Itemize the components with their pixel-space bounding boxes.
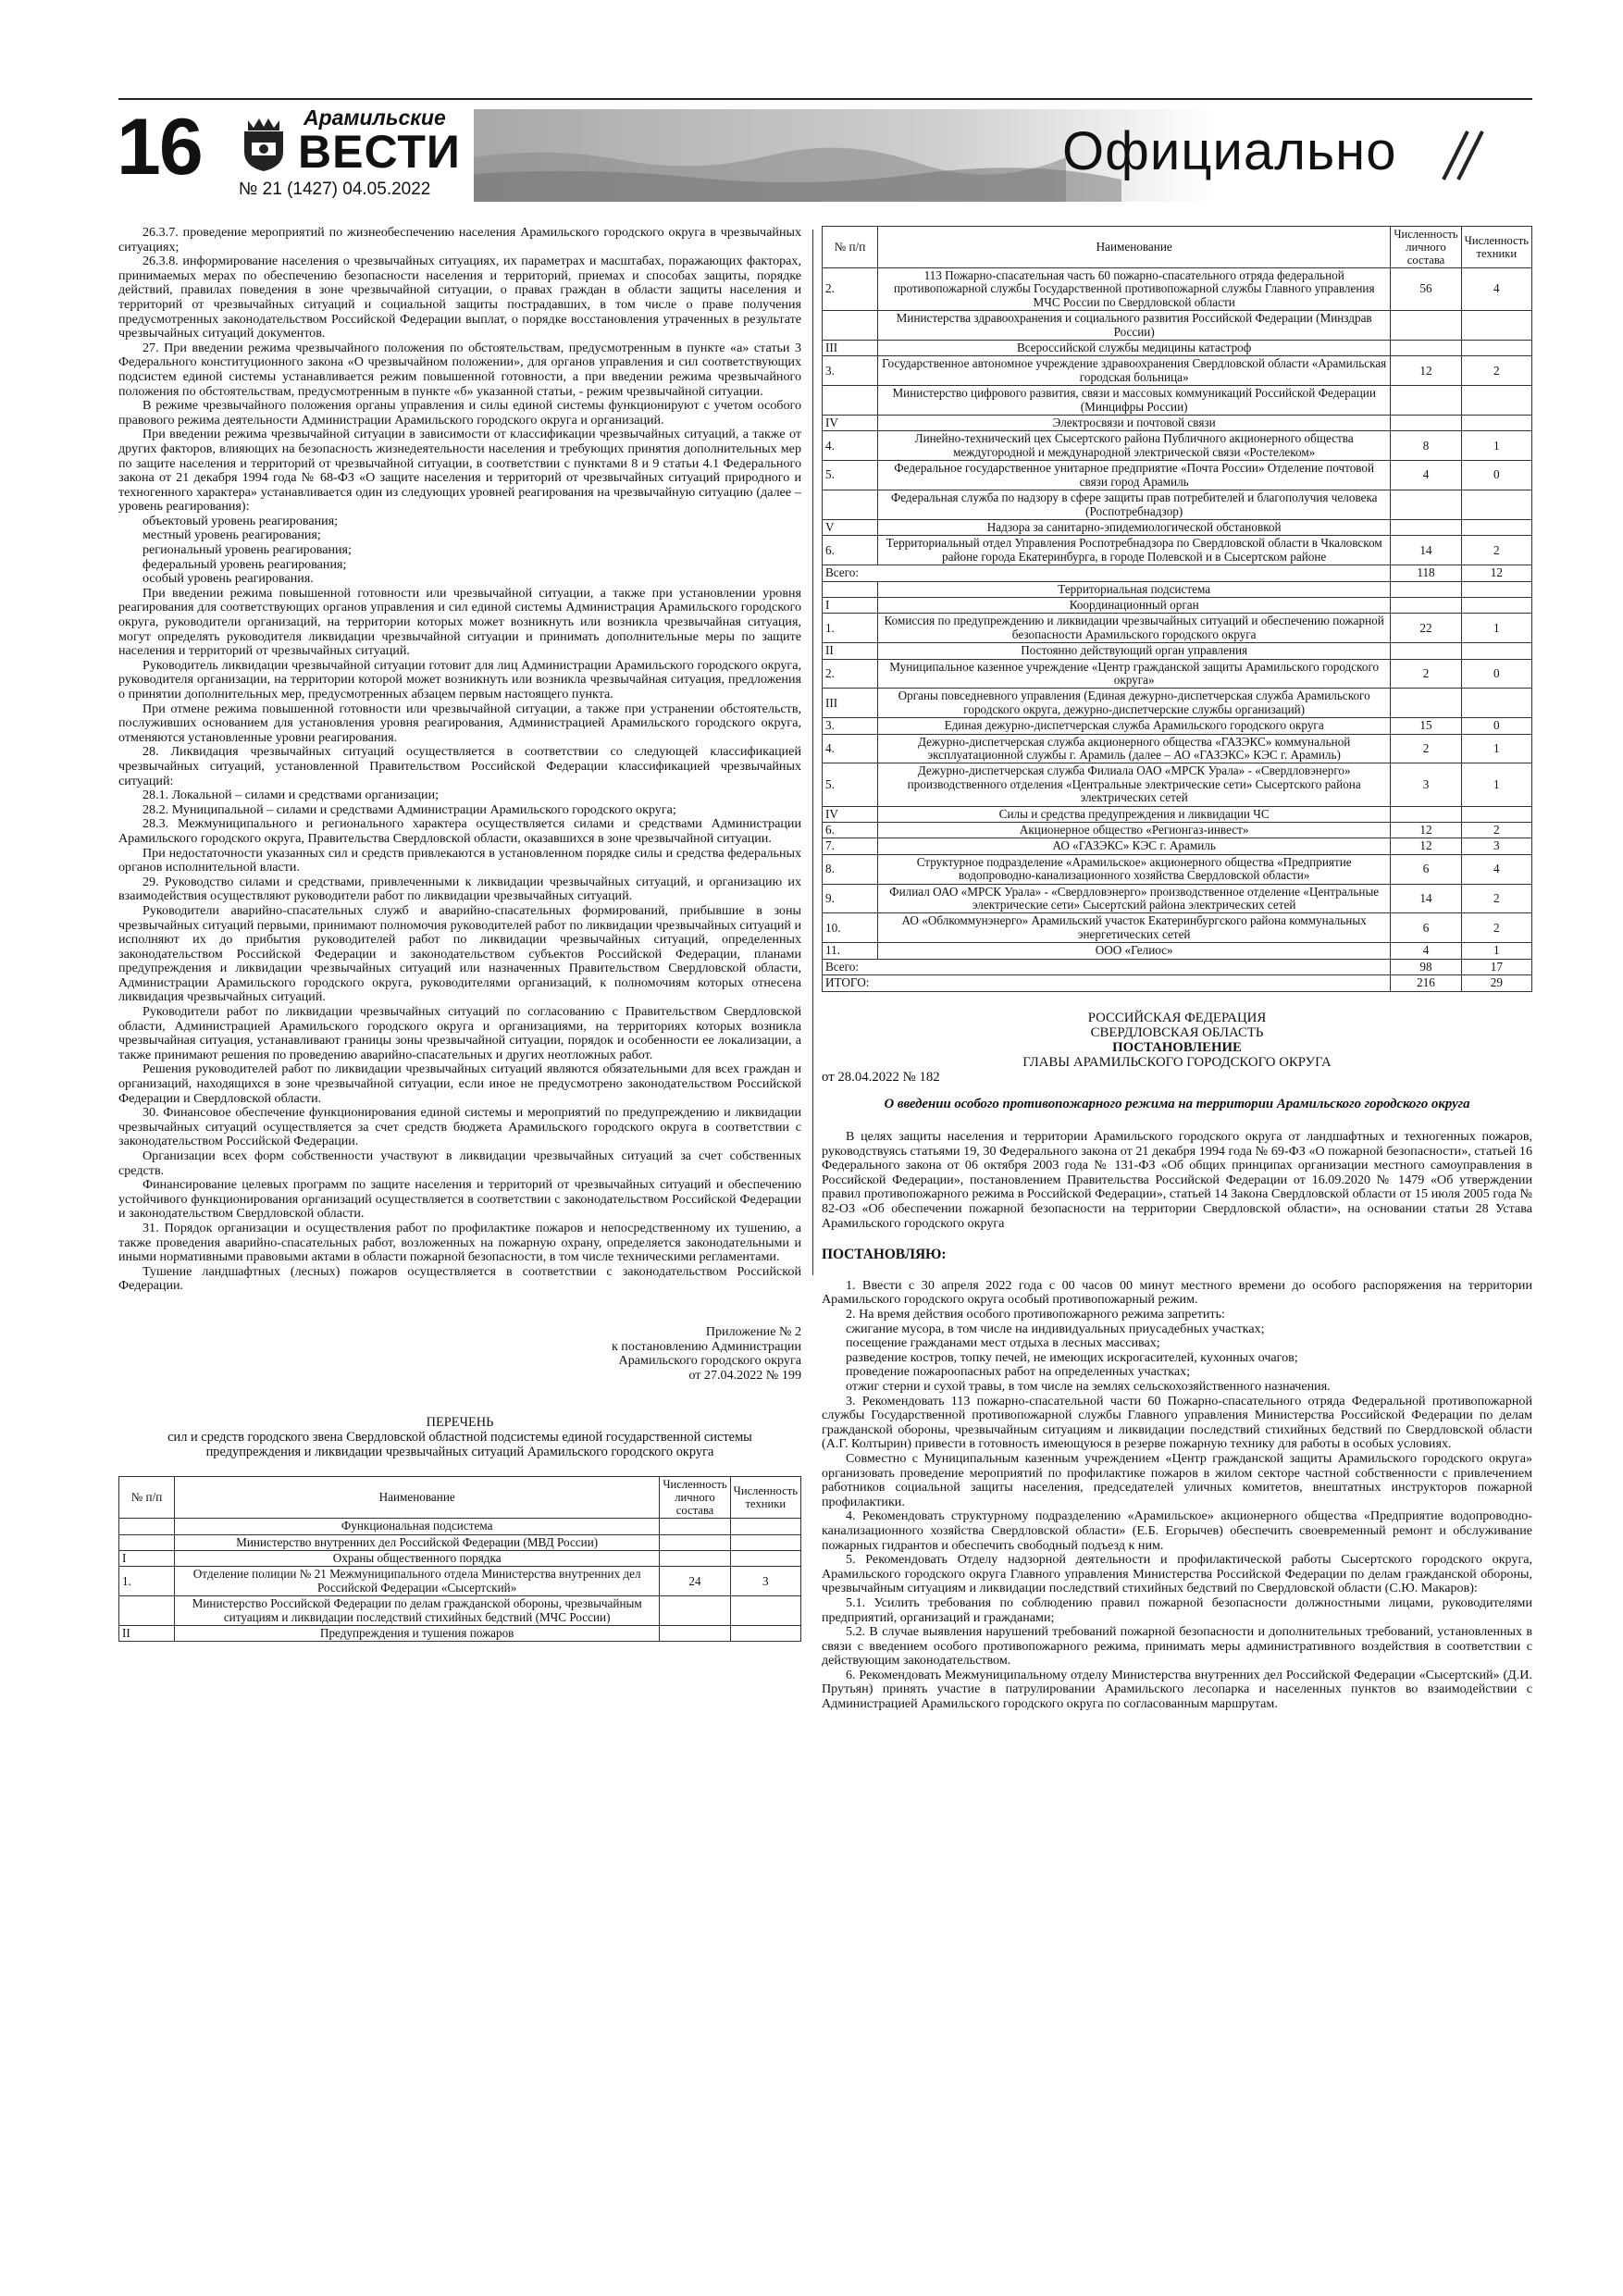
cell-staff: 6 (1391, 854, 1461, 884)
table-row (823, 519, 1532, 535)
cell-staff: 24 (660, 1567, 730, 1596)
newspaper-logo (239, 105, 459, 183)
cell-category: Постоянно действующий орган управления (878, 643, 1391, 659)
decree-items (822, 1279, 1532, 1712)
table-row (823, 659, 1532, 689)
cell-name: Единая дежурно-диспетчерская служба Арамильского городского округа (878, 718, 1391, 734)
paragraph: В режиме чрезвычайного положения органы управления и силы единой системы функционируют с учетом особого правового режима деятельности Администрации Арамильского городского округа и организаций. (118, 398, 801, 428)
cell-tech: 2 (1461, 913, 1531, 943)
table-row (823, 386, 1532, 416)
coat-of-arms-icon (239, 115, 289, 172)
cell-name: Филиал ОАО «МРСК Урала» - «Свердловэнерго» производственное отделение «Центральные электрические сети» Сысертский района электрических сетей (878, 884, 1391, 913)
table-row (823, 341, 1532, 356)
col-header-name: Наименование (878, 227, 1391, 268)
decree-block (822, 1011, 1532, 1712)
cell-name: Структурное подразделение «Арамильское» акционерного общества «Предприятие водопроводно-канализационного хозяйства Свердловской области» (878, 854, 1391, 884)
table-row (823, 416, 1532, 431)
paragraph: 28.2. Муниципальной – силами и средствами Администрации Арамильского городского округа; (142, 801, 676, 817)
decree-item: разведение костров, топку печей, не имеющих искрогасителей, кухонных очагов; (846, 1349, 1298, 1365)
cell-category: Электросвязи и почтовой связи (878, 416, 1391, 431)
column-divider (812, 230, 813, 1275)
paragraph: объектовый уровень реагирования; (142, 513, 339, 528)
cell-name: Государственное автономное учреждение здравоохранения Свердловской области «Арамильская городская больница» (878, 356, 1391, 386)
cell-num: I (823, 597, 878, 613)
cell-empty (1461, 806, 1531, 822)
cell-group: Федеральная служба по надзору в сфере защиты прав потребителей и благополучия человека (Роспотребнадзор) (878, 490, 1391, 520)
col-header-tech: Численность техники (1461, 227, 1531, 268)
table-row (823, 854, 1532, 884)
cell-num: 7. (823, 838, 878, 854)
cell-empty (1391, 643, 1461, 659)
paragraph: 28. Ликвидация чрезвычайных ситуаций осуществляется в соответствии со следующей классификацией чрезвычайных ситуаций, установленной Правительством Российской Федерации классификацией чрезвычайных ситуаций: (118, 744, 801, 788)
paragraph: Руководитель ликвидации чрезвычайной ситуации готовит для лиц Администрации Арамильского городского округа, руководителя организации, на территории которой может возникнуть или возникла чрезвычайная ситуация, предложения о принятии дополнительных мер, предусмотренных абзацем первым настоящего пункта. (118, 657, 801, 701)
cell-name: Комиссия по предупреждению и ликвидации чрезвычайных ситуаций и обеспечению пожарной безопасности Арамильского городского округа (878, 614, 1391, 643)
cell-name: Линейно-технический цех Сысертского района Публичного акционерного общества междугородной и международной электрической связи «Ростелеком» (878, 431, 1391, 461)
cell-tech: 2 (1461, 536, 1531, 565)
paragraph: При введении режима повышенной готовности или чрезвычайной ситуации, а также при установлении уровня реагирования для соответствующих органов управления и сил единой системы Администрация Арамильского городского округа, руководители организаций, на территории которых может возникнуть или возникла чрезвычайная ситуация, могут определять руководителя ликвидации чрезвычайной ситуации и принимать дополнительные меры по защите населения и территорий от чрезвычайных ситуаций. (118, 585, 801, 659)
cell-name: Территориальный отдел Управления Роспотребнадзора по Свердловской области в Чкаловском районе города Екатеринбурга, в городе Полевской и в Сысертском районе (878, 536, 1391, 565)
cell-name: Акционерное общество «Регионгаз-инвест» (878, 823, 1391, 838)
cell-tech: 1 (1461, 943, 1531, 959)
perechen-title: ПЕРЕЧЕНЬ (426, 1415, 494, 1431)
forces-table-part-1 (118, 1476, 801, 1642)
paragraph: Финансирование целевых программ по защите населения и территорий от чрезвычайных ситуаций и обеспечению устойчивого функционирования организаций осуществляется в соответствии с законодательством Российской Федерации и законодательством Свердловской области. (118, 1177, 801, 1222)
paragraph: федеральный уровень реагирования; (142, 556, 347, 572)
cell-num: II (823, 643, 878, 659)
cell-empty (1391, 597, 1461, 613)
decree-country: РОССИЙСКАЯ ФЕДЕРАЦИЯ (1087, 1010, 1267, 1025)
table-row (119, 1596, 801, 1626)
cell-empty (823, 311, 878, 341)
cell-staff: 216 (1391, 975, 1461, 991)
cell-num: II (119, 1625, 175, 1641)
cell-empty (1461, 490, 1531, 520)
table-row (823, 734, 1532, 763)
col-header-staff: Численность личного состава (660, 1477, 730, 1519)
cell-num: V (823, 519, 878, 535)
cell-name: Дежурно-диспетчерская служба акционерного общества «ГАЗЭКС» коммунальной эксплуатационной службы г. Арамиль (далее – АО «ГАЗЭКС» КЭС г. Арамиль) (878, 734, 1391, 763)
table-row (823, 689, 1532, 718)
table-row (823, 943, 1532, 959)
cell-tech: 0 (1461, 718, 1531, 734)
table-row (823, 913, 1532, 943)
table-row (823, 884, 1532, 913)
table-row (823, 959, 1532, 974)
cell-staff: 15 (1391, 718, 1461, 734)
cell-num: III (823, 341, 878, 356)
decree-date: от 28.04.2022 № 182 (822, 1069, 940, 1085)
table-row (823, 823, 1532, 838)
col-header-num: № п/п (823, 227, 878, 268)
cell-empty (660, 1550, 730, 1566)
decree-preamble: В целях защиты населения и территории Арамильского городского округа от ландшафтных и техногенных пожаров, руководствуясь статьями 19, 30 Федерального закона от 21 декабря 1994 года № 69-ФЗ «О пожарной безопасности», статьей 16 Федерального закона от 06 октября 2003 года № 131-ФЗ «Об общих принципах организации местного самоуправления в Российской Федерации», постановлением Правительства Российской Федерации от 16.09.2020 № 1479 «Об утверждении правил противопожарного режима в Российской Федерации», статьей 14 Закона Свердловской области от 15 июля 2005 года № 82-ОЗ «Об обеспечении пожарной безопасности на территории Свердловской области», на основании статьи 28 Устава Арамильского городского округа (822, 1129, 1532, 1231)
left-paragraphs (118, 226, 801, 1294)
cell-total-label: Всего: (823, 959, 1391, 974)
table-row (823, 431, 1532, 461)
table-row (823, 490, 1532, 520)
cell-empty (823, 581, 878, 597)
cell-name: Дежурно-диспетчерская служба Филиала ОАО «МРСК Урала» - «Свердловэнерго» производственного отделения «Центральные электрические сети» Сысертского района электрических сетей (878, 763, 1391, 806)
cell-total-label: Всего: (823, 565, 1391, 581)
table-row (823, 643, 1532, 659)
paragraph: Тушение ландшафтных (лесных) пожаров осуществляется в соответствии с законодательством Российской Федерации. (118, 1263, 801, 1294)
cell-empty (730, 1519, 800, 1534)
col-header-staff: Численность личного состава (1391, 227, 1461, 268)
cell-num: 10. (823, 913, 878, 943)
cell-tech: 1 (1461, 734, 1531, 763)
paragraph: особый уровень реагирования. (142, 571, 314, 587)
cell-tech: 1 (1461, 431, 1531, 461)
cell-name: Отделение полиции № 21 Межмуниципального отдела Министерства внутренних дел Российской Федерации «Сысертский» (175, 1567, 660, 1596)
cell-num: IV (823, 416, 878, 431)
table-row (823, 581, 1532, 597)
paragraph: 28.3. Межмуниципального и регионального характера осуществляется силами и средствами Администрации Арамильского городского округа, Правительства Свердловской области, оказавшихся в зоне чрезвычайной ситуации. (118, 816, 801, 846)
cell-empty (1461, 519, 1531, 535)
cell-empty (1391, 416, 1461, 431)
cell-staff: 6 (1391, 913, 1461, 943)
cell-empty (660, 1534, 730, 1550)
cell-tech: 2 (1461, 884, 1531, 913)
cell-empty (730, 1625, 800, 1641)
cell-group: Министерства здравоохранения и социального развития Российской Федерации (Минздрав России) (878, 311, 1391, 341)
paragraph: При отмене режима повышенной готовности или чрезвычайной ситуации, а также при устранении обстоятельств, послуживших основанием для установления уровня реагирования, Администрацией Арамильского городского округа, отменяются установленные уровни реагирования. (118, 701, 801, 745)
cell-tech: 17 (1461, 959, 1531, 974)
paragraph: 30. Финансовое обеспечение функционирования единой системы и мероприятий по предупреждению и ликвидации чрезвычайных ситуаций осуществляется за счет средств бюджета Арамильского городского округа в соответствии с законодательством Российской Федерации. (118, 1105, 801, 1149)
cell-num: I (119, 1550, 175, 1566)
decree-region: СВЕРДЛОВСКАЯ ОБЛАСТЬ (1090, 1024, 1264, 1040)
cell-staff: 2 (1391, 734, 1461, 763)
issue-number: № 21 (1427) 04.05.2022 (239, 180, 431, 199)
paragraph: Организации всех форм собственности участвуют в ликвидации чрезвычайных ситуаций за счет собственных средств. (118, 1148, 801, 1178)
cell-num: 8. (823, 854, 878, 884)
cell-empty (1391, 581, 1461, 597)
cell-empty (1391, 341, 1461, 356)
forces-table-part-2 (822, 226, 1532, 992)
paragraph: При введении режима чрезвычайной ситуации в зависимости от классификации чрезвычайных ситуаций, а также от других факторов, влияющих на безопасность жизнедеятельности населения и требующих принятия дополнительных мер по защите населения и территорий от чрезвычайной ситуации, в соответствии с пунктами 8 и 9 статьи 4.1 Федерального закона от 21 декабря 1994 года № 68-ФЗ «О защите населения и территорий от чрезвычайных ситуаций природного и техногенного характера» устанавливается один из следующих уровней реагирования на чрезвычайную ситуацию (далее – уровень реагирования): (118, 427, 801, 515)
cell-empty (1391, 490, 1461, 520)
table-row (823, 763, 1532, 806)
logo-title-bottom: ВЕСТИ (298, 126, 461, 178)
cell-num: 2. (823, 268, 878, 311)
cell-empty (1461, 311, 1531, 341)
table-row (119, 1567, 801, 1596)
decree-item: 5. Рекомендовать Отделу надзорной деятельности и профилактической работы Сысертского городского округа, Арамильского городского округа Главного управления Министерства Российской Федерации по делам гражданской обороны, чрезвычайным ситуациям и ликвидации последствий стихийных бедствий по Свердловской области (С.Ю. Макаров): (822, 1552, 1532, 1596)
cell-num: 3. (823, 718, 878, 734)
page-number: 16 (117, 103, 202, 192)
appendix-line: от 27.04.2022 № 199 (688, 1367, 801, 1383)
cell-empty (823, 386, 878, 416)
cell-tech: 0 (1461, 461, 1531, 490)
paragraph: 31. Порядок организации и осуществления работ по профилактике пожаров и непосредственному их тушению, а также проведения аварийно-спасательных работ, возложенных на пожарную охрану, определяется законодательными и иными нормативными правовыми актами в области пожарной безопасности, в том числе техническими регламентами. (118, 1220, 801, 1265)
cell-empty (119, 1519, 175, 1534)
cell-num: 1. (823, 614, 878, 643)
table-row (823, 311, 1532, 341)
perechen-subtitle: сил и средств городского звена Свердловской областной подсистемы единой государственной системы предупреждения и ликвидации чрезвычайных ситуаций Арамильского городского округа (167, 1429, 752, 1459)
cell-tech: 0 (1461, 659, 1531, 689)
cell-staff: 56 (1391, 268, 1461, 311)
cell-category: Всероссийской службы медицины катастроф (878, 341, 1391, 356)
cell-tech: 1 (1461, 763, 1531, 806)
paragraph: 27. При введении режима чрезвычайного положения по обстоятельствам, предусмотренным в пункте «а» статьи 3 Федерального конституционного закона «О чрезвычайном положении», для органов управления и сил соответствующих подсистем единой системы устанавливается режим повышенной готовности, а при введении режима чрезвычайного положения по обстоятельствам, предусмотренным в пункте «б» указанной статьи, - режим чрезвычайной ситуации. (118, 340, 801, 399)
cell-staff: 14 (1391, 536, 1461, 565)
appendix-line: к постановлению Администрации (611, 1338, 801, 1354)
left-column (118, 226, 801, 1642)
decree-title: О введении особого противопожарного режима на территории Арамильского городского округа (884, 1096, 1470, 1111)
perechen-heading (118, 1416, 801, 1459)
cell-category: Охраны общественного порядка (175, 1550, 660, 1566)
cell-staff: 22 (1391, 614, 1461, 643)
cell-group: Министерство Российской Федерации по делам гражданской обороны, чрезвычайным ситуациям и ликвидации последствий стихийных бедствий (МЧС России) (175, 1596, 660, 1626)
cell-staff: 2 (1391, 659, 1461, 689)
cell-num: 4. (823, 734, 878, 763)
cell-category: Надзора за санитарно-эпидемиологической обстановкой (878, 519, 1391, 535)
table-row (119, 1534, 801, 1550)
cell-tech: 3 (1461, 838, 1531, 854)
cell-empty (1391, 386, 1461, 416)
cell-staff: 118 (1391, 565, 1461, 581)
cell-num: IV (823, 806, 878, 822)
cell-staff: 12 (1391, 356, 1461, 386)
cell-empty (823, 490, 878, 520)
paragraph: Руководители работ по ликвидации чрезвычайных ситуаций по согласованию с Правительством Свердловской области, Администрацией Арамильского городского округа и организациями, на территориях которых возникла чрезвычайная ситуация, устанавливают границы зоны чрезвычайной ситуации, порядок и особенности ее локализации, а также принимают решения по проведению аварийно-спасательных и других неотложных работ. (118, 1004, 801, 1062)
decree-item: сжигание мусора, в том числе на индивидуальных приусадебных участках; (846, 1321, 1265, 1336)
cell-staff: 14 (1391, 884, 1461, 913)
cell-tech (1461, 689, 1531, 718)
cell-name: Органы повседневного управления (Единая дежурно-диспетчерская служба Арамильского городского округа, дежурно-диспетчерские службы организаций) (878, 689, 1391, 718)
cell-section: Функциональная подсистема (175, 1519, 660, 1534)
paragraph: местный уровень реагирования; (142, 527, 321, 543)
table-row (823, 614, 1532, 643)
cell-empty (730, 1550, 800, 1566)
table-row (823, 975, 1532, 991)
paragraph: 29. Руководство силами и средствами, привлеченными к ликвидации чрезвычайных ситуаций, и организацию их взаимодействия осуществляют руководители работ по ликвидации чрезвычайных ситуаций. (118, 874, 801, 904)
cell-num: 9. (823, 884, 878, 913)
table-row (823, 565, 1532, 581)
table-row (119, 1625, 801, 1641)
table-row (119, 1550, 801, 1566)
paragraph: Решения руководителей работ по ликвидации чрезвычайных ситуаций являются обязательными для всех граждан и организаций, находящихся в зоне чрезвычайной ситуации, если иное не предусмотрено законодательством Российской Федерации и Свердловской области. (118, 1061, 801, 1106)
col-header-name: Наименование (175, 1477, 660, 1519)
decree-item: посещение гражданами мест отдыха в лесных массивах; (846, 1335, 1160, 1351)
cell-name: Федеральное государственное унитарное предприятие «Почта России» Отделение почтовой связи город Арамиль (878, 461, 1391, 490)
cell-staff: 12 (1391, 823, 1461, 838)
cell-total-label: ИТОГО: (823, 975, 1391, 991)
cell-name: 113 Пожарно-спасательная часть 60 пожарно-спасательного отряда федеральной противопожарной службы Государственной противопожарной службы Главного управления МЧС России по Свердловской области (878, 268, 1391, 311)
decree-item: 4. Рекомендовать структурному подразделению «Арамильское» акционерного общества «Предприятие водопроводно-канализационного хозяйства Свердловской области» (Е.Б. Егорычев) обеспечить своевременный ремонт и обслуживание пожарных гидрантов и обеспечить свободный подъезд к ним. (822, 1508, 1532, 1553)
decree-item: 5.1. Усилить требования по соблюдению правил пожарной безопасности должностными лицами, руководителями предприятий, организаций и гражданами; (822, 1595, 1532, 1625)
cell-category: Предупреждения и тушения пожаров (175, 1625, 660, 1641)
cell-num: III (823, 689, 878, 718)
cell-empty (1461, 597, 1531, 613)
cell-staff: 3 (1391, 763, 1461, 806)
cell-empty (119, 1596, 175, 1626)
decree-resolve: ПОСТАНОВЛЯЮ: (822, 1247, 947, 1263)
decree-item: 3. Рекомендовать 113 пожарно-спасательной части 60 Пожарно-спасательного отряда Федеральной противопожарной службы Государственной противопожарной службы Главного управления Министерства Российской Федерации по делам гражданской обороны, чрезвычайным ситуациям и ликвидации последствий стихийных бедствий по Свердловской области (А.Г. Колтырин) привести в готовность имеющуюся в резерве пожарную технику для работы в особых условиях. (822, 1393, 1532, 1452)
decree-item: 2. На время действия особого противопожарного режима запретить: (846, 1307, 1225, 1322)
cell-section: Территориальная подсистема (878, 581, 1391, 597)
cell-empty (660, 1596, 730, 1626)
cell-num: 2. (823, 659, 878, 689)
cell-staff (1391, 689, 1461, 718)
decree-item: 5.2. В случае выявления нарушений требований пожарной безопасности и дополнительных требований, установленных в связи с введением особого противопожарного режима, принимать меры административного воздействия в соответствии с действующим законодательством. (822, 1624, 1532, 1669)
cell-staff: 8 (1391, 431, 1461, 461)
cell-num: 5. (823, 461, 878, 490)
right-column (822, 226, 1532, 1712)
cell-empty (660, 1625, 730, 1641)
table-row (823, 838, 1532, 854)
decree-item: Совместно с Муниципальным казенным учреждением «Центр гражданской защиты Арамильского городского округа» организовать проведение мероприятий по профилактике пожаров в жилом секторе частной собственности с привлечением работников социальной защиты населения, председателей уличных комитетов, внештатных инструкторов пожарной профилактики. (822, 1450, 1532, 1509)
decree-type: ПОСТАНОВЛЕНИЕ (1112, 1039, 1242, 1055)
table-row (119, 1519, 801, 1534)
cell-tech: 4 (1461, 268, 1531, 311)
cell-tech: 4 (1461, 854, 1531, 884)
table-row (823, 461, 1532, 490)
cell-staff: 98 (1391, 959, 1461, 974)
section-title: Официально (1062, 121, 1397, 181)
paragraph: При недостаточности указанных сил и средств привлекаются в установленном порядке силы и средства федеральных органов исполнительной власти. (118, 845, 801, 875)
cell-staff: 4 (1391, 461, 1461, 490)
cell-category: Координационный орган (878, 597, 1391, 613)
table-row (823, 806, 1532, 822)
paragraph: 26.3.7. проведение мероприятий по жизнеобеспечению населения Арамильского городского округа в чрезвычайных ситуациях; (118, 225, 801, 254)
header-rule (118, 98, 1532, 100)
cell-num: 3. (823, 356, 878, 386)
cell-num: 11. (823, 943, 878, 959)
cell-empty (660, 1519, 730, 1534)
table-row (823, 268, 1532, 311)
cell-tech: 29 (1461, 975, 1531, 991)
cell-category: Силы и средства предупреждения и ликвидации ЧС (878, 806, 1391, 822)
cell-num: 6. (823, 823, 878, 838)
cell-num: 5. (823, 763, 878, 806)
table-row (823, 536, 1532, 565)
paragraph: 26.3.8. информирование населения о чрезвычайных ситуациях, их параметрах и масштабах, поражающих факторах, принимаемых мерах по обеспечению безопасности населения и территорий, приемах и способах защиты, порядке действий, правилах поведения в зоне чрезвычайной ситуации, о правах граждан в области защиты населения и территорий от чрезвычайных ситуаций и социальной защиты пострадавших, в том числе о праве получения предусмотренных законодательством Российской Федерации выплат, о порядке восстановления утраченных в результате чрезвычайных ситуаций документов. (118, 254, 801, 341)
cell-num: 1. (119, 1567, 175, 1596)
cell-tech: 2 (1461, 823, 1531, 838)
cell-name: АО «Облкоммунэнерго» Арамильский участок Екатеринбургского района коммунальных энергетических сетей (878, 913, 1391, 943)
table-row (823, 356, 1532, 386)
cell-name: ООО «Гелиос» (878, 943, 1391, 959)
cell-tech: 3 (730, 1567, 800, 1596)
col-header-tech: Численность техники (730, 1477, 800, 1519)
cell-empty (1461, 386, 1531, 416)
cell-empty (119, 1534, 175, 1550)
col-header-num: № п/п (119, 1477, 175, 1519)
cell-empty (1461, 581, 1531, 597)
table-row (823, 597, 1532, 613)
cell-num: 6. (823, 536, 878, 565)
decree-issuer: ГЛАВЫ АРАМИЛЬСКОГО ГОРОДСКОГО ОКРУГА (1022, 1054, 1332, 1070)
double-slash-icon (1436, 128, 1488, 183)
cell-staff: 4 (1391, 943, 1461, 959)
cell-num: 4. (823, 431, 878, 461)
decree-item: проведение пожароопасных работ на определенных участках; (846, 1364, 1191, 1380)
cell-empty (730, 1596, 800, 1626)
cell-empty (1461, 341, 1531, 356)
cell-empty (1461, 643, 1531, 659)
decree-item: 1. Ввести с 30 апреля 2022 года с 00 часов 00 минут местного времени до особого распоряжения на территории Арамильского городского округа особый противопожарный режим. (822, 1277, 1532, 1308)
cell-name: АО «ГАЗЭКС» КЭС г. Арамиль (878, 838, 1391, 854)
cell-tech: 2 (1461, 356, 1531, 386)
cell-empty (1391, 806, 1461, 822)
cell-tech: 12 (1461, 565, 1531, 581)
cell-group: Министерство внутренних дел Российской Федерации (МВД России) (175, 1534, 660, 1550)
paragraph: региональный уровень реагирования; (142, 542, 352, 558)
cell-empty (1391, 311, 1461, 341)
cell-group: Министерство цифрового развития, связи и массовых коммуникаций Российской Федерации (Минцифры России) (878, 386, 1391, 416)
cell-staff: 12 (1391, 838, 1461, 854)
appendix-line: Арамильского городского округа (618, 1353, 801, 1369)
cell-name: Муниципальное казенное учреждение «Центр гражданской защиты Арамильского городского округа» (878, 659, 1391, 689)
cell-empty (1461, 416, 1531, 431)
cell-empty (1391, 519, 1461, 535)
logo-title-top: Арамильские (304, 105, 446, 130)
appendix-line: Приложение № 2 (705, 1323, 801, 1339)
decree-item: 6. Рекомендовать Межмуниципальному отделу Министерства внутренних дел Российской Федерации «Сысертский» (Д.И. Прутьян) принять участие в патрулировании Арамильского лесопарка и населенных пунктов во взаимодействии с Администрацией Арамильского городского округа по согласованным маршрутам. (822, 1667, 1532, 1712)
cell-empty (730, 1534, 800, 1550)
cell-tech: 1 (1461, 614, 1531, 643)
paragraph: Руководители аварийно-спасательных служб и аварийно-спасательных формирований, прибывшие в зоны чрезвычайных ситуаций первыми, принимают полномочия руководителей работ по ликвидации чрезвычайных ситуаций и исполняют их до прибытия руководителей работ по ликвидации чрезвычайных ситуаций, определенных законодательством Российской Федерации и законодательством субъектов Российской Федерации, планами предупреждения и ликвидации чрезвычайных ситуаций или назначенных Правительством Свердловской области, Администрации Арамильского городского округа, руководителями организаций, к полномочиям которых отнесена ликвидация чрезвычайных ситуаций. (118, 902, 801, 1005)
decree-item: отжиг стерни и сухой травы, в том числе на землях сельскохозяйственного назначения. (846, 1379, 1331, 1394)
appendix-note (118, 1325, 801, 1383)
paragraph: 28.1. Локальной – силами и средствами организации; (142, 788, 440, 803)
table-row (823, 718, 1532, 734)
